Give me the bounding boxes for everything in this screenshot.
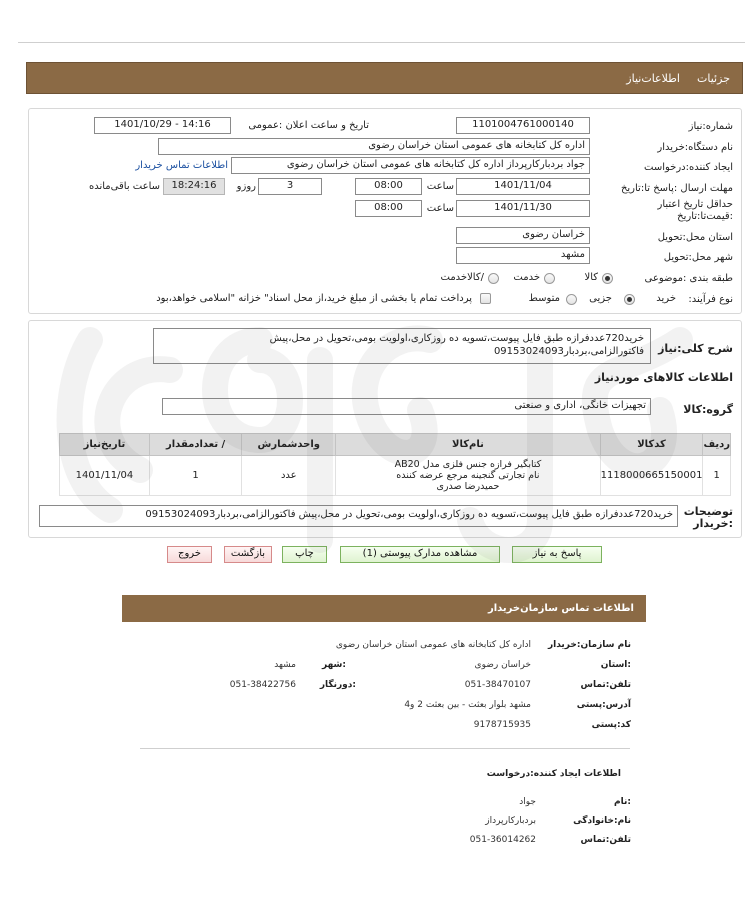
creator-phone-label: تلفن:تماس (580, 835, 631, 845)
phone-label: تلفن:تماس (580, 680, 631, 690)
category-service-label: خدمت (513, 272, 540, 283)
goods-group-field: تجهیزات خانگی، اداری و صنعتی (162, 398, 651, 415)
row-number-cell: 1 (703, 456, 731, 496)
goods-name-cell (336, 456, 600, 496)
requester-label: ایجاد کننده:درخواست (644, 162, 733, 173)
province-contact-label: :استان (600, 660, 631, 670)
province-label: استان محل:تحویل (657, 232, 733, 243)
print-button[interactable]: چاپ (282, 546, 327, 563)
creator-name-label: :نام (614, 797, 631, 807)
validity-date-field: 1401/11/30 (456, 200, 590, 217)
col-date-header: تاریخ‌نیاز (60, 434, 150, 456)
top-divider (18, 42, 745, 43)
buyer-org-field: اداره کل کتابخانه های عمومی استان خراسان رضوی (158, 138, 590, 155)
address-value: مشهد بلوار بعثت - بین بعثت 2 و4 (404, 700, 531, 710)
buyer-contact-link[interactable]: اطلاعات تماس خریدار (135, 160, 228, 171)
need-number-field: 1101004761000140 (456, 117, 590, 134)
validity-hour-label: ساعت (426, 203, 454, 214)
org-name-label: نام سازمان:خریدار (547, 640, 631, 650)
goods-table (59, 433, 731, 496)
creator-name-value: جواد (519, 797, 536, 807)
fax-value: 051-38422756 (229, 680, 296, 690)
qty-cell: 1 (149, 456, 242, 496)
contact-header-bar (122, 595, 646, 622)
remaining-label: ساعت باقی‌مانده (88, 181, 160, 192)
reply-time-field: 08:00 (355, 178, 422, 195)
process-medium-label: متوسط (528, 293, 560, 304)
city-contact-label: :شهر (322, 660, 346, 670)
category-label: طبقه بندی :موضوعی (644, 273, 733, 284)
goods-name-line3: حمیدرضا صدری (436, 481, 500, 492)
city-field: مشهد (456, 247, 590, 264)
time-left-timer: 18:24:16 (163, 178, 225, 195)
buyer-notes-box: خرید720عددفرازه طبق فایل پیوست،تسویه ده روزکاری،اولویت بومی،تحویل در محل،پیش فاکتورالزامی،بردبار09153024093 (39, 505, 678, 527)
treasury-payment-note: پرداخت تمام یا بخشی از مبلغ خرید،از محل اسناد" خزانه "اسلامی خواهد،بود (156, 293, 472, 304)
need-date-cell: 1401/11/04 (60, 456, 150, 496)
col-row-header: ردیف (703, 434, 731, 456)
table-row (60, 456, 731, 496)
goods-name-line1: کتابگیر فرازه جنس فلزی مدل AB20 (394, 459, 542, 470)
creator-info-heading: اطلاعات ایجاد کننده:درخواست (486, 769, 621, 779)
reply-to-need-button[interactable]: پاسخ به نیاز (512, 546, 602, 563)
breadcrumb-need-info[interactable]: اطلاعات‌نیاز (626, 72, 680, 85)
address-label: آدرس:پستی (576, 700, 631, 710)
buyer-org-label: نام دستگاه:خریدار (657, 142, 733, 153)
need-description-box: خرید720عددفرازه طبق فایل پیوست،تسویه ده روزکاری،اولویت بومی،تحویل در محل،پیش فاکتورالزامی،بردبار09153024093 (153, 328, 651, 364)
category-radio-goods-service[interactable] (488, 273, 499, 284)
goods-name-line2: نام تجارتی گنجینه مرجع عرضه کننده (396, 470, 540, 481)
goods-info-heading: اطلاعات کالاهای موردنیاز (594, 371, 733, 384)
view-attachments-button[interactable]: مشاهده مدارک پیوستی (1) (340, 546, 500, 563)
process-type-label: نوع فرآیند: (688, 294, 733, 305)
city-label: شهر محل:تحویل (663, 252, 733, 263)
province-field: خراسان رضوی (456, 227, 590, 244)
process-buy-label: خرید (656, 293, 676, 304)
category-goods-label: کالا (584, 272, 598, 283)
postal-code-label: کد:پستی (591, 720, 631, 730)
requester-field: جواد بردبارکارپرداز اداره کل کتابخانه های عمومی استان خراسان رضوی (231, 157, 590, 174)
fax-label: :دورنگار (319, 680, 356, 690)
reply-hour-label: ساعت (426, 181, 454, 192)
buyer-notes-label: توضیحات :خریدار (683, 505, 733, 530)
validity-time-field: 08:00 (355, 200, 422, 217)
goods-code-cell: 1118000665150001 (600, 456, 703, 496)
creator-family-label: نام:خانوادگی (573, 816, 631, 826)
category-radio-goods[interactable] (602, 273, 613, 284)
need-description-label: شرح کلی:نیاز (658, 342, 733, 355)
city-contact-value: مشهد (274, 660, 296, 670)
treasury-payment-checkbox[interactable] (480, 293, 491, 304)
reply-deadline-label: مهلت ارسال :پاسخ تا:تاریخ (620, 183, 733, 194)
process-radio-minor[interactable] (566, 294, 577, 305)
contact-title: اطلاعات تماس سازمان‌خریدار (487, 603, 634, 614)
col-code-header: کدکالا (600, 434, 703, 456)
creator-phone-value: 051-36014262 (469, 835, 536, 845)
org-name-value: اداره کل کتابخانه های عمومی استان خراسان رضوی (335, 640, 531, 650)
col-name-header: نام‌کالا (336, 434, 600, 456)
province-contact-value: خراسان رضوی (474, 660, 531, 670)
announce-datetime-field: 1401/10/29 - 14:16 (94, 117, 231, 134)
exit-button[interactable]: خروج (167, 546, 212, 563)
phone-value: 051-38470107 (464, 680, 531, 690)
breadcrumb-details[interactable]: جزئیات (697, 72, 730, 85)
goods-table-header (60, 434, 731, 456)
creator-family-value: بردبارکارپرداز (485, 816, 536, 826)
need-number-label: شماره:نیاز (688, 121, 733, 132)
reply-date-field: 1401/11/04 (456, 178, 590, 195)
process-minor-label: جزیی (589, 293, 612, 304)
back-button[interactable]: بازگشت (224, 546, 272, 563)
postal-code-value: 9178715935 (473, 720, 531, 730)
price-validity-label: حداقل تاریخ اعتبار :قیمت‌تا:تاریخ (657, 199, 733, 222)
page-header-bar (26, 62, 743, 94)
unit-cell: عدد (242, 456, 336, 496)
category-radio-service[interactable] (544, 273, 555, 284)
process-radio-buy[interactable] (624, 294, 635, 305)
contact-divider (140, 748, 630, 749)
announce-datetime-label: تاریخ و ساعت اعلان :عمومی (248, 120, 369, 131)
col-qty-header: / تعدادمقدار (149, 434, 242, 456)
goods-group-label: گروه:کالا (683, 403, 733, 416)
days-left-field: 3 (258, 178, 322, 195)
days-label: روزو (236, 181, 256, 192)
col-unit-header: واحدشمارش (242, 434, 336, 456)
category-goods-service-label: /کالاخدمت (440, 272, 484, 283)
